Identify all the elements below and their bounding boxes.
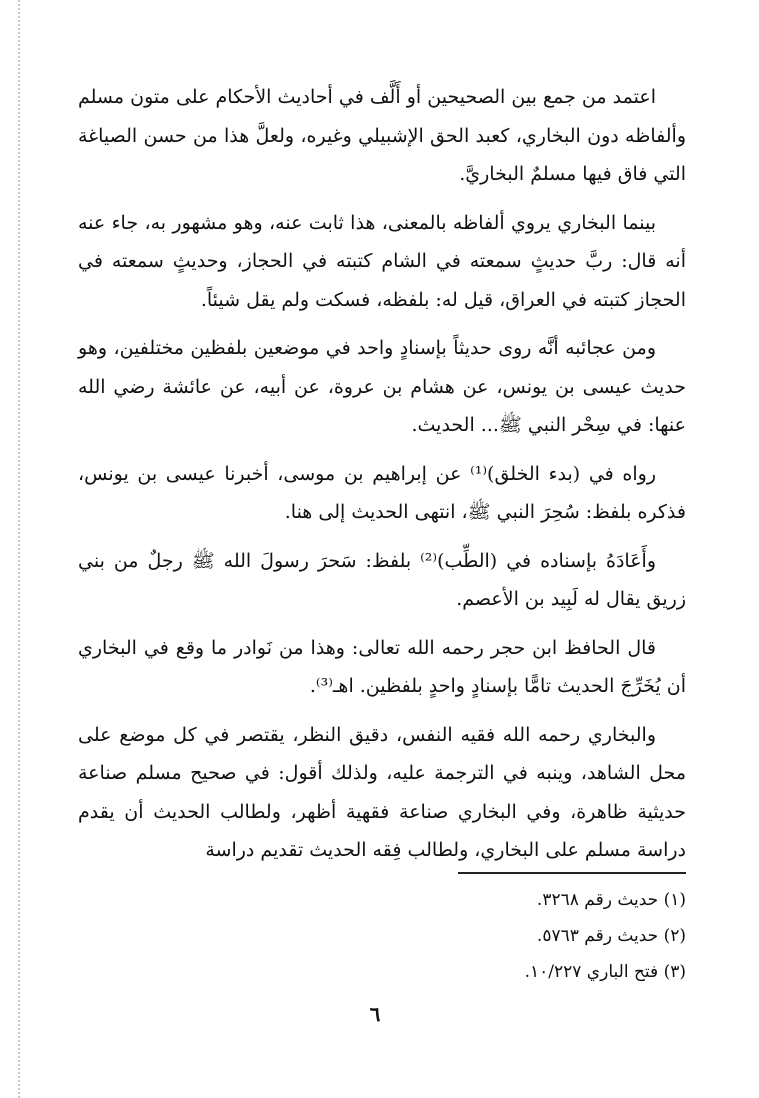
page-edge-divider	[18, 0, 20, 1098]
paragraph-6: قال الحافظ ابن حجر رحمه الله تعالى: وهذا من نَوادر ما وقع في البخاري أن يُخَرِّجَ الحديث تامًّا بإسنادٍ واحدٍ بلفظين. اهـ⁽³⁾.	[78, 636, 686, 697]
footnote-1: (١) حديث رقم ٣٢٦٨.	[536, 890, 686, 910]
paragraph-4: رواه في (بدء الخلق)⁽¹⁾ عن إبراهيم بن موسى، أخبرنا عيسى بن يونس، فذكره بلفظ: سُحِرَ النبي ﷺ، انتهى الحديث إلى هنا.	[78, 462, 686, 523]
paragraph-7: والبخاري رحمه الله فقيه النفس، دقيق النظر، يقتصر في كل موضع على محل الشاهد، وينبه في الترجمة عليه، ولذلك أقول: في صحيح مسلم صناعة حديثية ظاهرة، وفي البخاري صناعة فقهية أظهر، ولطالب الحديث أن يقدم دراسة مسلم على البخاري، ولطالب فِقه الحديث تقديم دراسة	[78, 723, 687, 861]
page-number: ٦	[369, 1002, 381, 1026]
footnote-2: (٢) حديث رقم ٥٧٦٣.	[536, 926, 686, 946]
footnotes	[458, 872, 686, 990]
paragraph-1: اعتمد من جمع بين الصحيحين أو أَلَّف في أحاديث الأحكام على متون مسلم وألفاظه دون البخاري، كعبد الحق الإشبيلي وغيره، ولعلَّ هذا من حسن الصياغة التي فاق فيها مسلمٌ البخاريَّ.	[78, 86, 686, 185]
paragraph-3: ومن عجائبه أنَّه روى حديثاً بإسنادٍ واحد في موضعين بلفظين مختلفين، وهو حديث عيسى بن يونس، عن هشام بن عروة، عن أبيه، عن عائشة رضي الله عنها: في سِحْر النبي ﷺ... الحديث.	[78, 337, 686, 436]
paragraph-5: وأَعَادَهُ بإسناده في (الطِّب)⁽²⁾ بلفظ: سَحرَ رسولَ الله ﷺ رجلٌ من بني زريق يقال له لَبِيد بن الأعصم.	[78, 549, 686, 610]
main-text	[78, 78, 686, 880]
paragraph-2: بينما البخاري يروي ألفاظه بالمعنى، هذا ثابت عنه، وهو مشهور به، جاء عنه أنه قال: ربَّ حديثٍ سمعته في الشام كتبته في الحجاز، وحديثٍ سمعته في الحجاز كتبته في العراق، قيل له: بلفظه، فسكت ولم يقل شيئاً.	[78, 211, 686, 311]
footnote-3: (٣) فتح الباري ١٠/٢٢٧.	[524, 962, 686, 982]
